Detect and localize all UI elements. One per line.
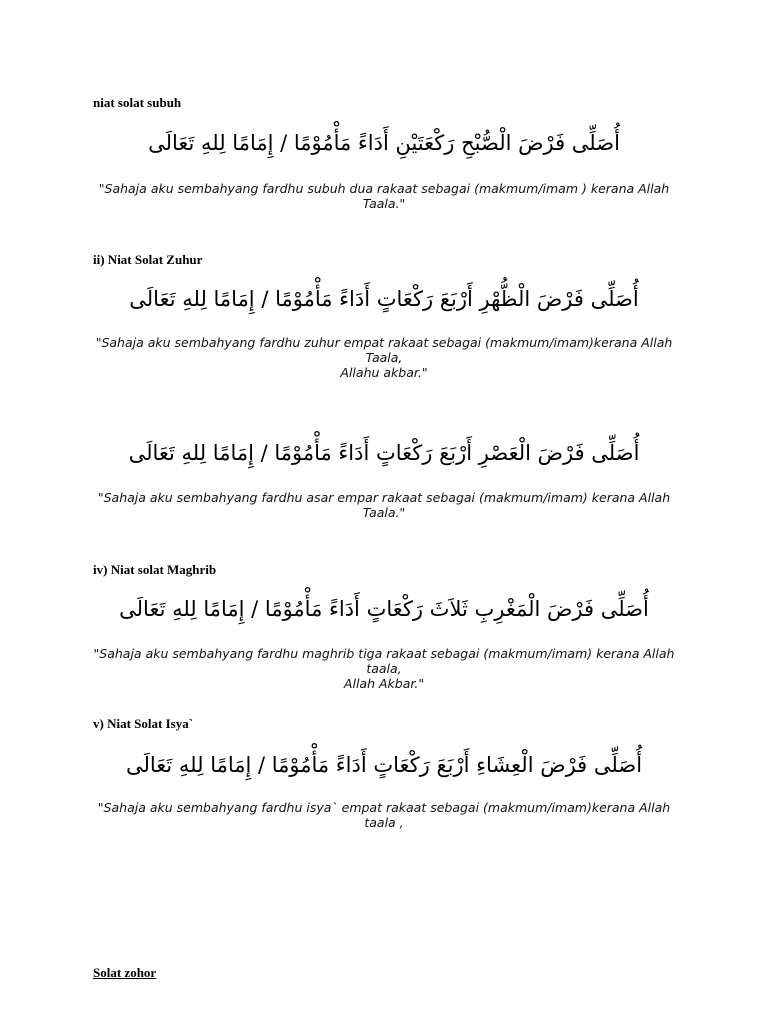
translation-line: "Sahaja aku sembahyang fardhu isya` empat rakaat sebagai (makmum/imam)kerana Allah bbox=[97, 800, 671, 815]
section-heading-subuh: niat solat subuh bbox=[93, 95, 182, 110]
translation-isya bbox=[93, 800, 675, 830]
arabic-niat-zuhur: أُصَلِّى فَرْضَ الْظُّهْرِ أَرْبَعَ رَكْعَاتٍ أَدَاءً مَأْمُوْمًا / إِمَامًا لِلهِ تَعَالَى bbox=[129, 287, 639, 311]
footer-heading-solat-zohor: Solat zohor bbox=[93, 965, 157, 980]
translation-asar bbox=[93, 490, 675, 520]
translation-line: Allah Akbar." bbox=[343, 676, 425, 691]
arabic-niat-asar: أُصَلِّى فَرْضَ الْعَصْرِ أَرْبَعَ رَكْعَاتٍ أَدَاءً مَأْمُوْمًا / إِمَامًا لِلهِ تَعَالَى bbox=[128, 441, 640, 465]
arabic-niat-subuh: أُصَلِّى فَرْضَ الْصُّبْحِ رَكْعَتَيْنِ أَدَاءً مَأْمُوْمًا / إِمَامًا لِلهِ تَعَالَى bbox=[148, 131, 620, 155]
translation-maghrib bbox=[93, 646, 675, 691]
arabic-niat-maghrib: أُصَلِّى فَرْضَ الْمَغْرِبِ ثَلاَثَ رَكْعَاتٍ أَدَاءً مَأْمُوْمًا / إِمَامًا لِلهِ تَعَالَى bbox=[119, 597, 649, 621]
translation-line: "Sahaja aku sembahyang fardhu asar empar rakaat sebagai (makmum/imam) kerana Allah bbox=[97, 490, 671, 505]
section-heading-isya: v) Niat Solat Isya` bbox=[93, 716, 194, 731]
arabic-niat-isya: أُصَلِّى فَرْضَ الْعِشَاءِ أَرْبَعَ رَكْعَاتٍ أَدَاءً مَأْمُوْمًا / إِمَامًا لِلهِ تَعَالَى bbox=[125, 753, 643, 777]
translation-subuh bbox=[93, 181, 675, 211]
translation-line: taala, bbox=[366, 661, 402, 676]
translation-line: Taala, bbox=[365, 350, 403, 365]
translation-line: Allahu akbar." bbox=[340, 365, 428, 380]
translation-line: "Sahaja aku sembahyang fardhu maghrib tiga rakaat sebagai (makmum/imam) kerana Allah bbox=[93, 646, 675, 661]
translation-line: taala , bbox=[364, 815, 404, 830]
translation-line: Taala." bbox=[362, 196, 406, 211]
translation-line: "Sahaja aku sembahyang fardhu subuh dua rakaat sebagai (makmum/imam ) kerana Allah bbox=[98, 181, 670, 196]
section-heading-zuhur: ii) Niat Solat Zuhur bbox=[93, 252, 203, 267]
translation-line: "Sahaja aku sembahyang fardhu zuhur empat rakaat sebagai (makmum/imam)kerana Allah bbox=[95, 335, 673, 350]
translation-zuhur bbox=[93, 335, 675, 380]
translation-line: Taala." bbox=[362, 505, 406, 520]
section-heading-maghrib: iv) Niat solat Maghrib bbox=[93, 562, 217, 577]
